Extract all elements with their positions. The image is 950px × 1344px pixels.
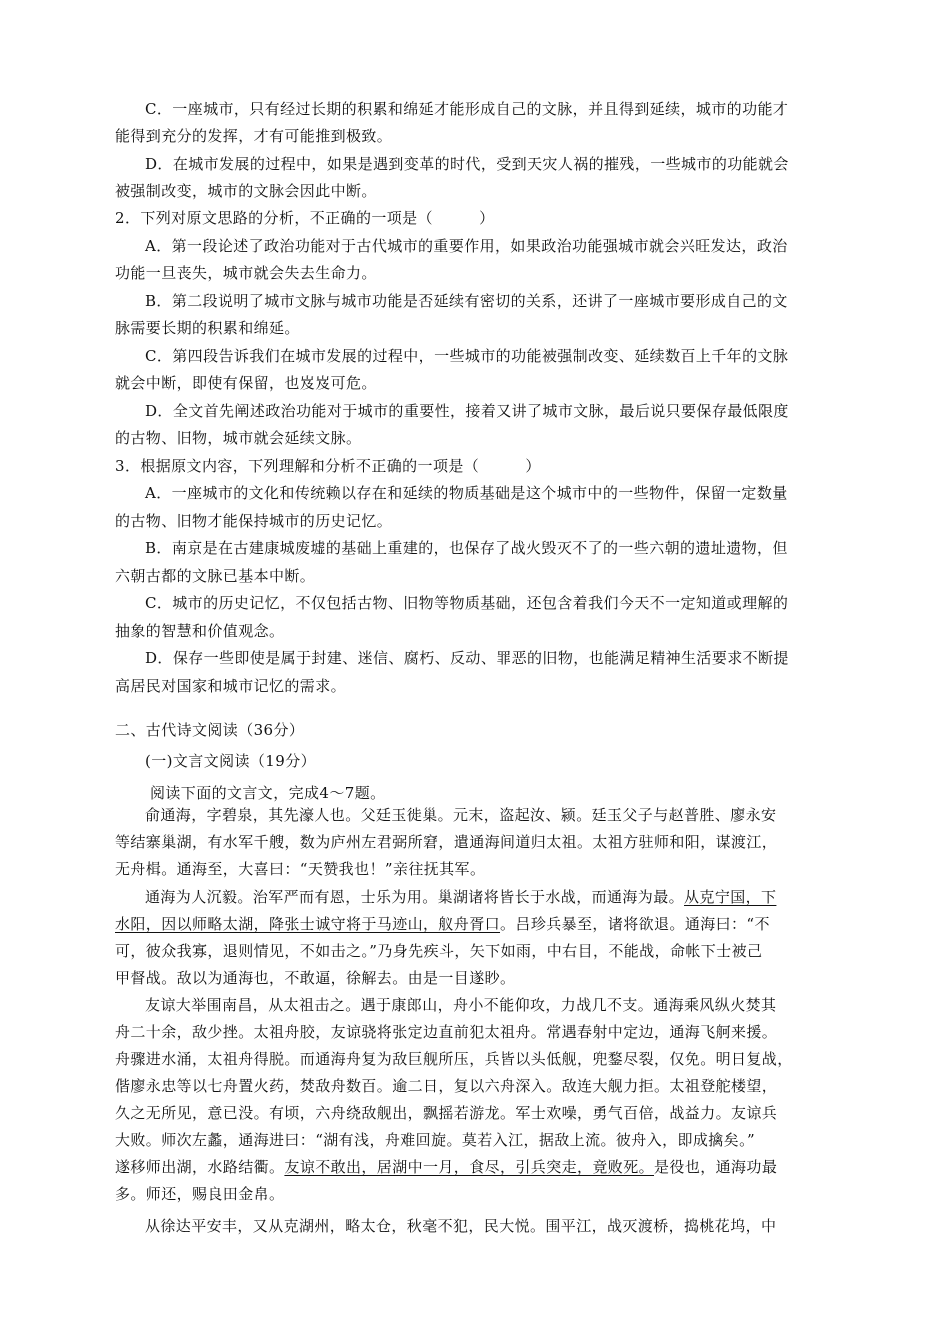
q2-option-d-line2: 的古物、旧物，城市就会延续文脉。 — [115, 429, 362, 447]
q2-option-c-line2: 就会中断，即使有保留，也岌岌可危。 — [115, 374, 377, 392]
passage-p3-line2: 舟二十余，敌少挫。太祖舟胶，友谅骁将张定边直前犯太祖舟。常遇春射中定边，通海飞舸来援。 — [115, 1023, 778, 1041]
q2-stem: 2．下列对原文思路的分析，不正确的一项是（ ） — [115, 209, 495, 227]
passage-p2-line1 — [145, 887, 776, 907]
q2-option-a-line1: A．第一段论述了政治功能对于古代城市的重要作用，如果政治功能强城市就会兴旺发达，政治 — [145, 237, 788, 255]
subsection-heading: (一)文言文阅读（19分） — [145, 752, 316, 770]
q2-option-d-line1: D．全文首先阐述政治功能对于城市的重要性，接着又讲了城市文脉，最后说只要保存最低限度 — [145, 402, 789, 420]
q2-option-b-line1: B．第二段说明了城市文脉与城市功能是否延续有密切的关系，还讲了一座城市要形成自己的文 — [145, 292, 788, 310]
passage-p2-line2 — [115, 914, 770, 934]
passage-p2-line4: 甲督战。敌以为通海也，不敢逼，徐解去。由是一目遂眇。 — [115, 969, 516, 987]
q3-option-b-line1: B．南京是在古建康城废墟的基础上重建的，也保存了战火毁灭不了的一些六朝的遗址遗物，但 — [145, 539, 788, 557]
q3-option-a-line2: 的古物、旧物才能保持城市的历史记忆。 — [115, 512, 393, 530]
section-heading: 二、古代诗文阅读（36分） — [115, 721, 305, 739]
passage-p3-line1: 友谅大举围南昌，从太祖击之。遇于康郎山，舟小不能仰攻，力战几不支。通海乘风纵火焚其 — [145, 996, 777, 1014]
reading-instruction: 阅读下面的文言文，完成4～7题。 — [150, 784, 386, 802]
q3-option-c-line2: 抽象的智慧和价值观念。 — [115, 622, 285, 640]
q2-option-a-line2: 功能一旦丧失，城市就会失去生命力。 — [115, 264, 377, 282]
passage-p3-line4: 偕廖永忠等以七舟置火药，焚敌舟数百。逾二日，复以六舟深入。敌连大舰力拒。太祖登舵楼望， — [115, 1077, 778, 1095]
passage-p3-line5: 久之无所见，意已没。有顷，六舟绕敌舰出，飘摇若游龙。军士欢噪，勇气百倍，战益力。友谅兵 — [115, 1104, 778, 1122]
q1-option-c-line2: 能得到充分的发挥，才有可能推到极致。 — [115, 127, 393, 145]
passage-p3-line7-text-a: 遂移师出湖，水路结衢。 — [115, 1158, 285, 1176]
passage-p3-line6: 大败。师次左蠡，通海进曰：“湖有浅，舟难回旋。莫若入江，据敌上流。彼舟入，即成擒矣。” — [115, 1131, 756, 1149]
passage-p1-line1: 俞通海，字碧泉，其先濠人也。父廷玉徙巢。元末，盗起汝、颍。廷玉父子与赵普胜、廖永安 — [145, 806, 777, 824]
passage-p2-line2-text: 。吕珍兵暴至，诸将欲退。通海曰：“不 — [500, 915, 770, 933]
q1-option-d-line2: 被强制改变，城市的文脉会因此中断。 — [115, 182, 377, 200]
underlined-sentence-1-part2: 水阳，因以师略太湖，降张士诚守将于马迹山，舣舟胥口 — [115, 915, 501, 933]
q3-option-a-line1: A．一座城市的文化和传统赖以存在和延续的物质基础是这个城市中的一些物件，保留一定数量 — [145, 484, 788, 502]
q1-option-c-line1: C．一座城市，只有经过长期的积累和绵延才能形成自己的文脉，并且得到延续，城市的功能才 — [145, 100, 789, 118]
passage-p3-line3: 舟骤进水涌，太祖舟得脱。而通海舟复为敌巨舰所压，兵皆以头低舰，兜鍪尽裂，仅免。明日复战， — [115, 1050, 793, 1068]
passage-p1-line2: 等结寨巢湖，有水军千艘，数为庐州左君弼所窘，遣通海间道归太祖。太祖方驻师和阳，谋渡江， — [115, 833, 778, 851]
q3-option-d-line2: 高居民对国家和城市记忆的需求。 — [115, 677, 347, 695]
q3-option-b-line2: 六朝古都的文脉已基本中断。 — [115, 567, 316, 585]
underlined-sentence-1-part1: 从克宁国，下 — [684, 888, 777, 906]
passage-p3-line7-text-b: 是役也，通海功最 — [654, 1158, 778, 1176]
passage-p1-line3: 无舟楫。通海至，大喜曰：“天赞我也！”亲往抚其军。 — [115, 860, 486, 878]
passage-p3-line8: 多。师还，赐良田金帛。 — [115, 1185, 285, 1203]
q3-option-d-line1: D．保存一些即使是属于封建、迷信、腐朽、反动、罪恶的旧物，也能满足精神生活要求不断提 — [145, 649, 789, 667]
passage-p2-line3: 可，彼众我寡，退则情见，不如击之。”乃身先疾斗，矢下如雨，中右目，不能战，命帐下士被己 — [115, 942, 763, 960]
passage-p2-line1-text: 通海为人沉毅。治军严而有恩，士乐为用。巢湖诸将皆长于水战，而通海为最。 — [145, 888, 685, 906]
underlined-sentence-2: 友谅不敢出，居湖中一月，食尽，引兵突走，竟败死。 — [284, 1158, 655, 1176]
passage-p4-line1: 从徐达平安丰，又从克湖州，略太仓，秋毫不犯，民大悦。围平江，战灭渡桥，捣桃花坞，中 — [145, 1217, 777, 1235]
q1-option-d-line1: D．在城市发展的过程中，如果是遇到变革的时代，受到天灾人祸的摧残，一些城市的功能就会 — [145, 155, 789, 173]
q3-option-c-line1: C．城市的历史记忆，不仅包括古物、旧物等物质基础，还包含着我们今天不一定知道或理解的 — [145, 594, 789, 612]
passage-p3-line7 — [115, 1157, 777, 1177]
q2-option-c-line1: C．第四段告诉我们在城市发展的过程中，一些城市的功能被强制改变、延续数百上千年的文脉 — [145, 347, 789, 365]
q2-option-b-line2: 脉需要长期的积累和绵延。 — [115, 319, 300, 337]
q3-stem: 3．根据原文内容，下列理解和分析不正确的一项是（ ） — [115, 457, 541, 475]
